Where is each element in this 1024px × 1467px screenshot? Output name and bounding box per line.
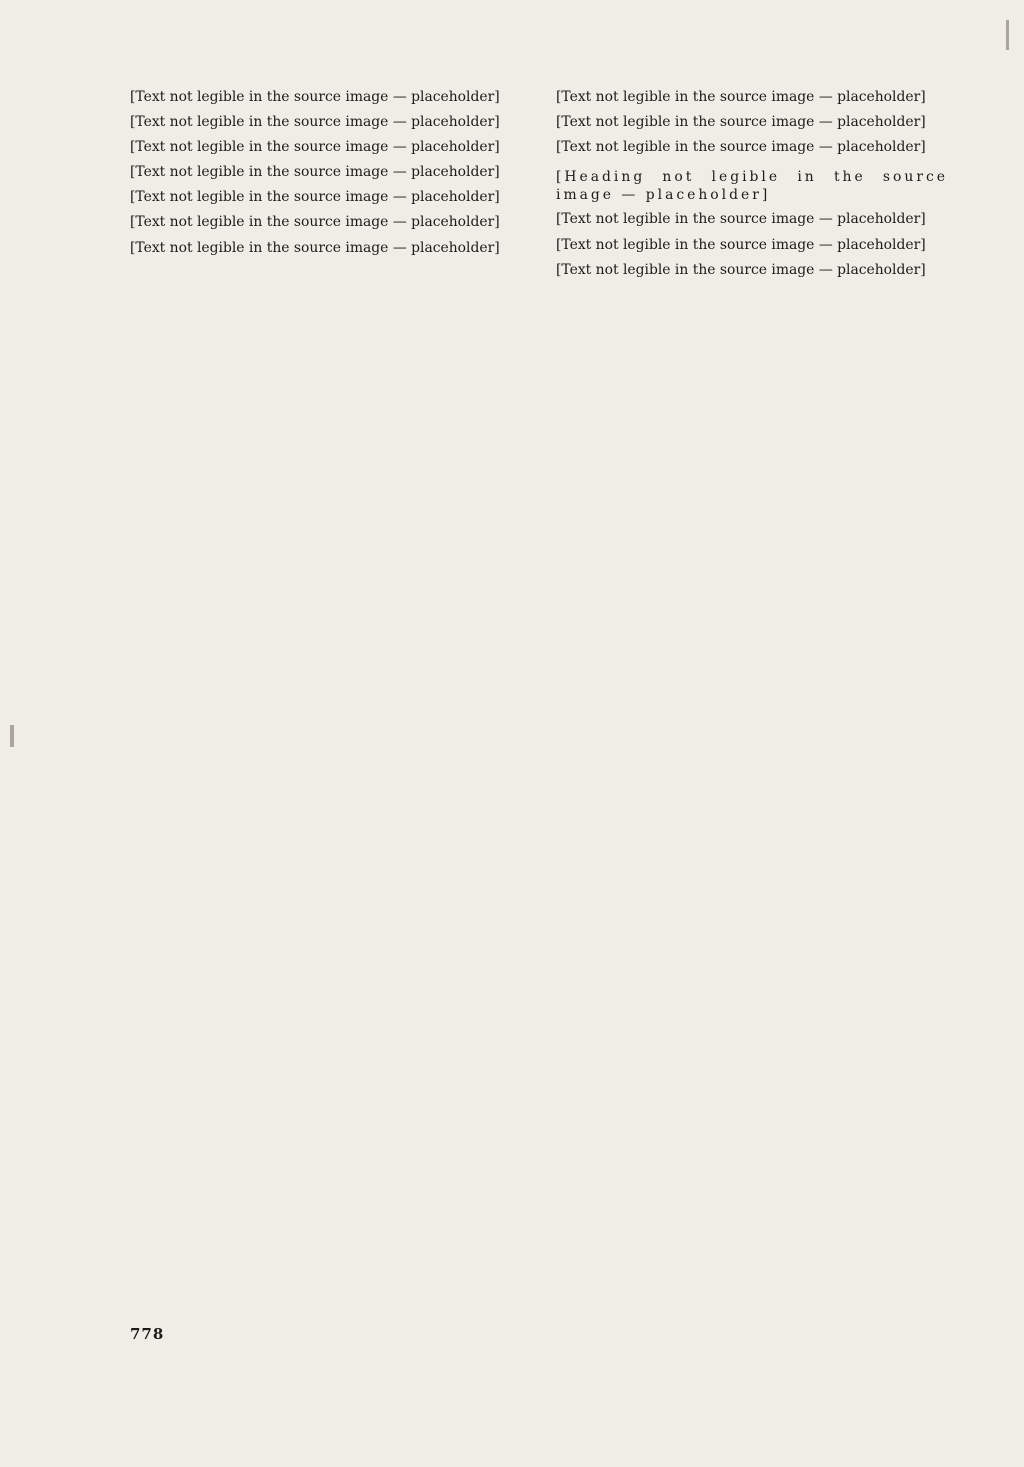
paragraph: [Text not legible in the source image — placeholder] <box>130 189 500 206</box>
paragraph: [Text not legible in the source image — placeholder] <box>130 214 500 231</box>
paragraph: [Text not legible in the source image — placeholder] <box>556 261 926 278</box>
paragraph: [Text not legible in the source image — placeholder] <box>130 239 500 256</box>
paragraph: [Text not legible in the source image — placeholder] <box>556 89 926 105</box>
paragraph: [Text not legible in the source image — placeholder] <box>556 139 926 156</box>
right-text-column <box>556 88 948 286</box>
paragraph: [Text not legible in the source image — placeholder] <box>556 211 926 228</box>
paragraph: [Text not legible in the source image — placeholder] <box>130 164 500 181</box>
paragraph: [Text not legible in the source image — placeholder] <box>130 89 500 105</box>
paragraph: [Text not legible in the source image — placeholder] <box>556 236 926 253</box>
page-number: 778 <box>130 1325 165 1343</box>
scan-edge-mark <box>1006 20 1009 50</box>
section-heading: [Heading not legible in the source image — placeholder] <box>556 169 948 204</box>
scan-edge-mark <box>10 725 14 747</box>
paragraph: [Text not legible in the source image — placeholder] <box>130 114 500 131</box>
paragraph: [Text not legible in the source image — placeholder] <box>130 139 500 156</box>
left-text-column <box>130 88 522 264</box>
paragraph: [Text not legible in the source image — placeholder] <box>556 114 926 131</box>
